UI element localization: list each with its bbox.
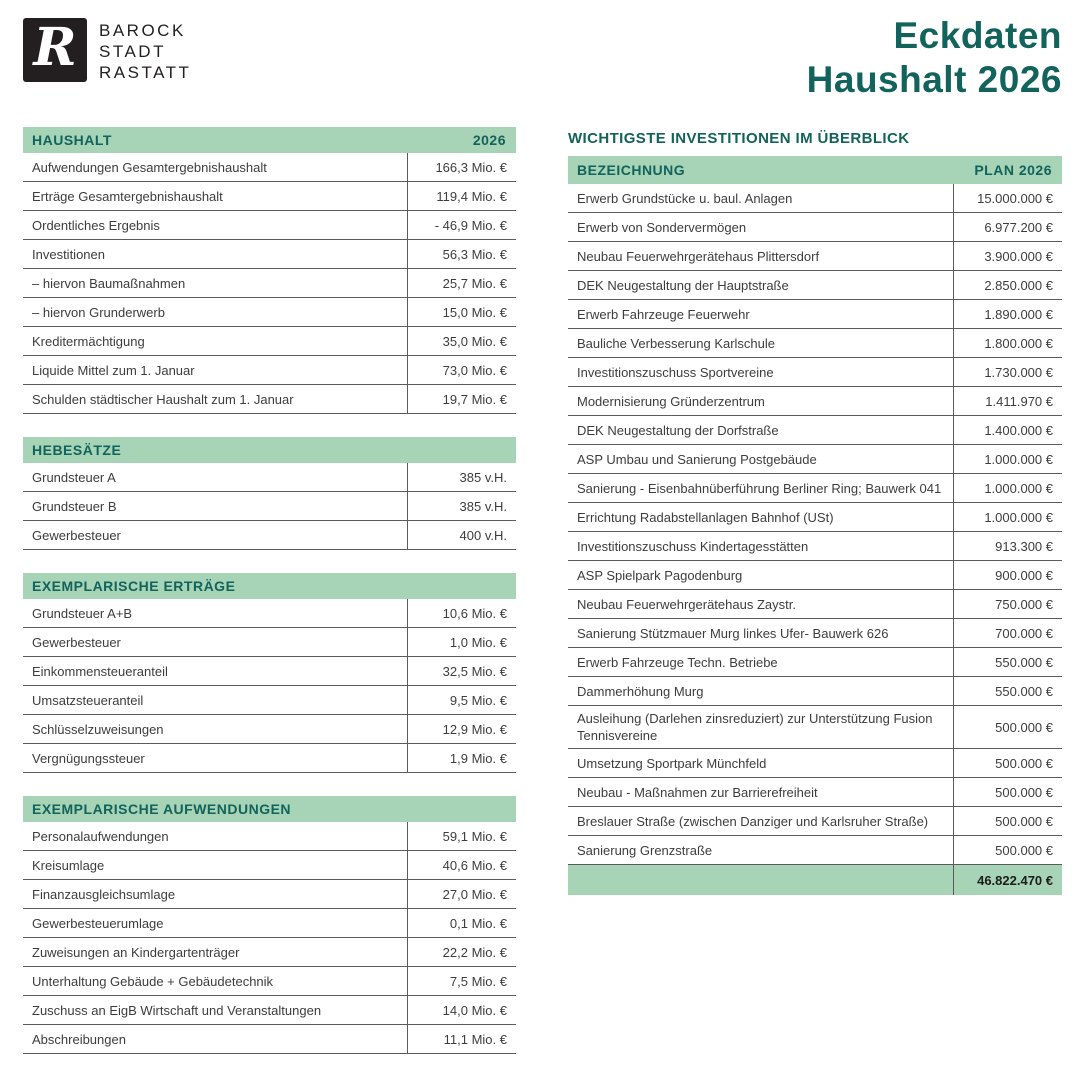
- table-row: [23, 909, 516, 938]
- row-value: 35,0 Mio. €: [407, 327, 516, 355]
- row-value: 73,0 Mio. €: [407, 356, 516, 384]
- table-haushalt: [23, 127, 516, 414]
- row-label: Neubau Feuerwehrgerätehaus Plittersdorf: [577, 248, 820, 264]
- row-label: Modernisierung Gründerzentrum: [577, 393, 765, 409]
- row-value: 1,0 Mio. €: [407, 628, 516, 656]
- table-row: [23, 463, 516, 492]
- row-label: Schulden städtischer Haushalt zum 1. Januar: [32, 391, 294, 407]
- row-value: 1.411.970 €: [953, 387, 1062, 415]
- row-label: Sanierung Grenzstraße: [577, 842, 713, 858]
- row-value: 14,0 Mio. €: [407, 996, 516, 1024]
- table-row: [23, 356, 516, 385]
- row-value: 913.300 €: [953, 532, 1062, 560]
- table-row: [568, 619, 1062, 648]
- row-label: Erwerb Fahrzeuge Techn. Betriebe: [577, 654, 778, 670]
- row-value: 6.977.200 €: [953, 213, 1062, 241]
- table-row: [23, 599, 516, 628]
- table-row: [568, 184, 1062, 213]
- wordmark-line: BAROCK: [99, 21, 186, 40]
- row-label: ASP Spielpark Pagodenburg: [577, 567, 743, 583]
- table-header-row: [23, 573, 516, 599]
- row-label: – hiervon Baumaßnahmen: [32, 275, 186, 291]
- row-value: 11,1 Mio. €: [407, 1025, 516, 1053]
- row-value: 1.730.000 €: [953, 358, 1062, 386]
- table-row: [568, 836, 1062, 865]
- table-row: [23, 657, 516, 686]
- row-label: – hiervon Grunderwerb: [32, 304, 165, 320]
- table-row: [23, 996, 516, 1025]
- rastatt-logo: [23, 18, 191, 83]
- table-row: [568, 474, 1062, 503]
- table-row: [568, 445, 1062, 474]
- table-row: [23, 715, 516, 744]
- table-row: [568, 358, 1062, 387]
- row-value: 900.000 €: [953, 561, 1062, 589]
- wordmark-line: STADT: [99, 42, 166, 61]
- table-header-title: EXEMPLARISCHE ERTRÄGE: [32, 578, 236, 594]
- row-value: 400 v.H.: [407, 521, 516, 549]
- row-label: Grundsteuer A: [32, 469, 116, 485]
- row-label: Neubau - Maßnahmen zur Barrierefreiheit: [577, 784, 818, 800]
- row-label: Aufwendungen Gesamtergebnishaushalt: [32, 159, 267, 175]
- table-row: [23, 1025, 516, 1054]
- table-row: [568, 648, 1062, 677]
- table-row: [23, 880, 516, 909]
- table-row: [23, 240, 516, 269]
- column-header-plan-2026: PLAN 2026: [974, 162, 1052, 178]
- table-row: [23, 686, 516, 715]
- row-label: Vergnügungssteuer: [32, 750, 145, 766]
- row-value: 500.000 €: [953, 778, 1062, 806]
- table-row: [568, 271, 1062, 300]
- row-value: 1.000.000 €: [953, 445, 1062, 473]
- table-row: [568, 706, 1062, 749]
- row-value: 9,5 Mio. €: [407, 686, 516, 714]
- row-value: 385 v.H.: [407, 463, 516, 491]
- row-label: Investitionen: [32, 246, 105, 262]
- table-row: [23, 327, 516, 356]
- table-header-row: [568, 156, 1062, 184]
- row-value: 25,7 Mio. €: [407, 269, 516, 297]
- table-investitionen: [568, 156, 1062, 895]
- table-header-row: [23, 796, 516, 822]
- row-value: 550.000 €: [953, 648, 1062, 676]
- row-label: Liquide Mittel zum 1. Januar: [32, 362, 195, 378]
- table-header-title: HAUSHALT: [32, 132, 112, 148]
- table-header-value: 2026: [472, 132, 506, 148]
- logo-wordmark: [99, 18, 191, 83]
- row-value: 500.000 €: [953, 836, 1062, 864]
- row-value: 166,3 Mio. €: [407, 153, 516, 181]
- row-value: 59,1 Mio. €: [407, 822, 516, 850]
- table-row: [568, 329, 1062, 358]
- row-value: 56,3 Mio. €: [407, 240, 516, 268]
- row-value: 700.000 €: [953, 619, 1062, 647]
- row-label: Errichtung Radabstellanlagen Bahnhof (USt): [577, 509, 834, 525]
- row-label: Abschreibungen: [32, 1031, 126, 1047]
- table-row: [568, 590, 1062, 619]
- row-value: 32,5 Mio. €: [407, 657, 516, 685]
- row-value: 1.800.000 €: [953, 329, 1062, 357]
- row-value: 27,0 Mio. €: [407, 880, 516, 908]
- row-value: 1,9 Mio. €: [407, 744, 516, 772]
- row-label: Erwerb Grundstücke u. baul. Anlagen: [577, 190, 793, 206]
- table-row: [568, 416, 1062, 445]
- row-label: Grundsteuer A+B: [32, 605, 133, 621]
- row-label: Breslauer Straße (zwischen Danziger und Karlsruher Straße): [577, 813, 929, 829]
- table-row: [23, 298, 516, 327]
- row-label: Grundsteuer B: [32, 498, 117, 514]
- column-header-bezeichnung: BEZEICHNUNG: [577, 162, 686, 178]
- row-value: 15.000.000 €: [953, 184, 1062, 212]
- row-label: Umsatzsteueranteil: [32, 692, 144, 708]
- row-value: 10,6 Mio. €: [407, 599, 516, 627]
- row-label: Einkommensteueranteil: [32, 663, 168, 679]
- investments-section: [568, 130, 1062, 895]
- row-value: 12,9 Mio. €: [407, 715, 516, 743]
- table-row: [23, 938, 516, 967]
- total-value: 46.822.470 €: [953, 865, 1062, 895]
- row-value: 7,5 Mio. €: [407, 967, 516, 995]
- row-label: Schlüsselzuweisungen: [32, 721, 164, 737]
- table-row: [568, 503, 1062, 532]
- table-hebes-tze: [23, 437, 516, 550]
- logo-r-icon: [23, 18, 87, 82]
- row-value: 500.000 €: [953, 749, 1062, 777]
- table-row: [23, 851, 516, 880]
- row-label: Ordentliches Ergebnis: [32, 217, 160, 233]
- table-row: [23, 182, 516, 211]
- table-row: [568, 242, 1062, 271]
- table-row: [23, 492, 516, 521]
- table-header-row: [23, 127, 516, 153]
- row-value: 2.850.000 €: [953, 271, 1062, 299]
- row-value: 500.000 €: [953, 706, 1062, 748]
- row-label: Erträge Gesamtergebnishaushalt: [32, 188, 223, 204]
- row-label: Sanierung - Eisenbahnüberführung Berliner Ring; Bauwerk 041: [577, 480, 942, 496]
- row-value: 550.000 €: [953, 677, 1062, 705]
- row-label: ASP Umbau und Sanierung Postgebäude: [577, 451, 817, 467]
- row-label: Erwerb von Sondervermögen: [577, 219, 747, 235]
- row-value: 15,0 Mio. €: [407, 298, 516, 326]
- row-label: Investitionszuschuss Sportvereine: [577, 364, 774, 380]
- row-value: - 46,9 Mio. €: [407, 211, 516, 239]
- table-header-title: EXEMPLARISCHE AUFWENDUNGEN: [32, 801, 292, 817]
- table-row: [23, 822, 516, 851]
- table-row: [23, 744, 516, 773]
- table-row: [23, 153, 516, 182]
- table-row: [568, 300, 1062, 329]
- left-tables-column: [23, 127, 516, 1054]
- row-label: Gewerbesteuer: [32, 527, 121, 543]
- row-value: 385 v.H.: [407, 492, 516, 520]
- table-row: [568, 778, 1062, 807]
- row-label: Zuweisungen an Kindergartenträger: [32, 944, 240, 960]
- table-row: [568, 532, 1062, 561]
- row-label: Dammerhöhung Murg: [577, 683, 704, 699]
- row-value: 1.000.000 €: [953, 474, 1062, 502]
- row-value: 500.000 €: [953, 807, 1062, 835]
- row-label: Neubau Feuerwehrgerätehaus Zaystr.: [577, 596, 796, 612]
- table-row: [568, 561, 1062, 590]
- row-label: Kreditermächtigung: [32, 333, 145, 349]
- row-value: 22,2 Mio. €: [407, 938, 516, 966]
- table-row: [23, 211, 516, 240]
- table-row: [23, 385, 516, 414]
- page-title: [807, 14, 1062, 102]
- table-exemplarische-ertr-ge: [23, 573, 516, 773]
- row-label: Erwerb Fahrzeuge Feuerwehr: [577, 306, 750, 322]
- table-body: [568, 184, 1062, 865]
- table-header-row: [23, 437, 516, 463]
- row-value: 1.890.000 €: [953, 300, 1062, 328]
- row-value: 3.900.000 €: [953, 242, 1062, 270]
- row-value: 19,7 Mio. €: [407, 385, 516, 413]
- row-value: 750.000 €: [953, 590, 1062, 618]
- table-row: [23, 269, 516, 298]
- row-label: Unterhaltung Gebäude + Gebäudetechnik: [32, 973, 274, 989]
- row-label: Sanierung Stützmauer Murg linkes Ufer- Bauwerk 626: [577, 625, 889, 641]
- row-label: Umsetzung Sportpark Münchfeld: [577, 755, 767, 771]
- table-row: [23, 628, 516, 657]
- row-label: Zuschuss an EigB Wirtschaft und Veranstaltungen: [32, 1002, 322, 1018]
- row-label: Bauliche Verbesserung Karlschule: [577, 335, 776, 351]
- page-title-line1: Eckdaten: [893, 15, 1062, 56]
- table-row: [568, 387, 1062, 416]
- table-row: [568, 749, 1062, 778]
- row-label: DEK Neugestaltung der Dorfstraße: [577, 422, 779, 438]
- row-label: Finanzausgleichsumlage: [32, 886, 176, 902]
- row-value: 119,4 Mio. €: [407, 182, 516, 210]
- row-label: Kreisumlage: [32, 857, 105, 873]
- row-label: Gewerbesteuer: [32, 634, 121, 650]
- row-label: DEK Neugestaltung der Hauptstraße: [577, 277, 789, 293]
- table-row: [23, 967, 516, 996]
- logo-letter: R: [33, 17, 77, 78]
- row-value: 40,6 Mio. €: [407, 851, 516, 879]
- row-value: 0,1 Mio. €: [407, 909, 516, 937]
- row-value: 1.000.000 €: [953, 503, 1062, 531]
- table-row: [568, 677, 1062, 706]
- table-row: [23, 521, 516, 550]
- total-label: [568, 865, 953, 895]
- table-row: [568, 213, 1062, 242]
- row-label: Ausleihung (Darlehen zinsreduziert) zur Unterstützung Fusion Tennisvereine: [577, 711, 933, 743]
- table-exemplarische-aufwendungen: [23, 796, 516, 1054]
- row-label: Personalaufwendungen: [32, 828, 169, 844]
- row-value: 1.400.000 €: [953, 416, 1062, 444]
- wordmark-line: RASTATT: [99, 63, 192, 82]
- table-total-row: [568, 865, 1062, 895]
- row-label: Gewerbesteuerumlage: [32, 915, 164, 931]
- table-header-title: HEBESÄTZE: [32, 442, 122, 458]
- page-title-line2: Haushalt 2026: [806, 59, 1062, 100]
- table-row: [568, 807, 1062, 836]
- row-label: Investitionszuschuss Kindertagesstätten: [577, 538, 809, 554]
- investments-heading: WICHTIGSTE INVESTITIONEN IM ÜBERBLICK: [568, 130, 910, 147]
